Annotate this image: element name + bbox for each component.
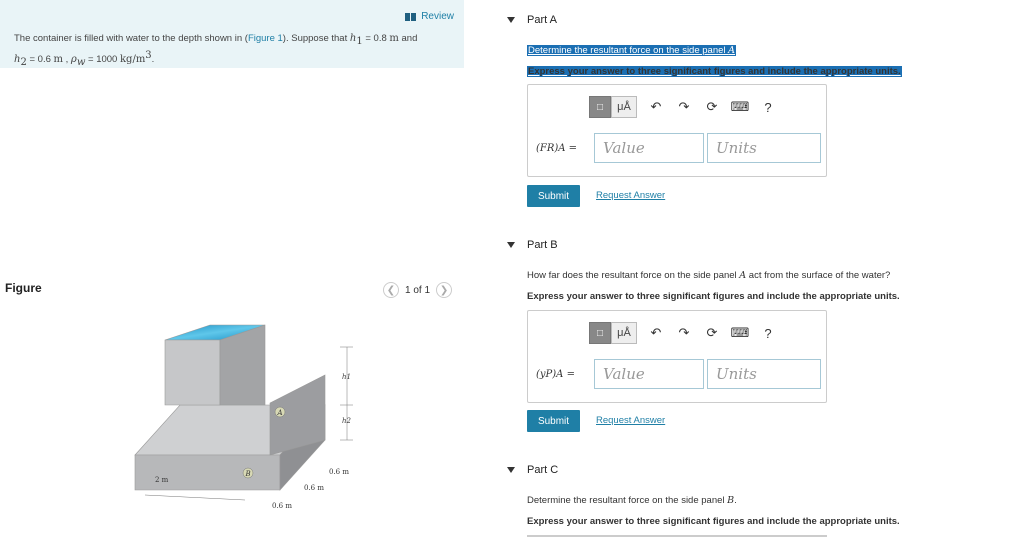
redo-icon[interactable]: ↷ bbox=[678, 325, 690, 340]
problem-text: The container is filled with water to the depth shown in (Figure 1). Suppose that $h_1 = 0.8$ m and $h_2 = 0.6$ m , $\rho_w = 1000$ $kg/m^3$. bbox=[14, 33, 418, 68]
label-2m: 2 m bbox=[155, 476, 169, 484]
part-b-units-input[interactable]: Units bbox=[707, 359, 821, 389]
review-link[interactable] bbox=[405, 11, 454, 22]
reset-icon[interactable]: ⟳ bbox=[706, 99, 718, 114]
label-h1: h1 bbox=[342, 373, 351, 381]
caret-down-icon bbox=[507, 467, 515, 473]
part-b-request-answer[interactable]: Request Answer bbox=[596, 415, 666, 426]
part-b-header[interactable] bbox=[507, 239, 558, 251]
label-h2: h2 bbox=[342, 417, 351, 425]
help-icon[interactable]: ? bbox=[764, 325, 772, 341]
part-b-label: (yP)A = bbox=[536, 368, 575, 380]
reset-icon[interactable]: ⟳ bbox=[706, 325, 718, 340]
undo-icon[interactable]: ↶ bbox=[650, 99, 662, 114]
label-06-mid: 0.6 m bbox=[304, 484, 324, 492]
math-toolbar bbox=[589, 322, 777, 344]
template-icon[interactable]: □ bbox=[589, 322, 611, 344]
problem-statement bbox=[0, 0, 464, 68]
part-a-answer-box bbox=[527, 84, 827, 177]
label-A: A bbox=[277, 409, 283, 417]
part-c-header[interactable] bbox=[507, 464, 558, 476]
part-c-instructions: Express your answer to three significant figures and include the appropriate units. bbox=[527, 516, 900, 527]
container-figure bbox=[125, 315, 365, 515]
part-a-instructions: Express your answer to three significant figures and include the appropriate units. bbox=[528, 66, 901, 77]
keyboard-icon[interactable]: ⌨ bbox=[730, 325, 750, 340]
pager-text: 1 of 1 bbox=[405, 284, 431, 296]
part-b-instructions: Express your answer to three significant figures and include the appropriate units. bbox=[527, 291, 900, 302]
part-c-prompt: Determine the resultant force on the side panel B. bbox=[527, 495, 737, 506]
next-figure-button[interactable]: ❯ bbox=[436, 282, 452, 298]
caret-down-icon bbox=[507, 242, 515, 248]
part-a-title: Part A bbox=[527, 14, 557, 26]
part-c-title: Part C bbox=[527, 464, 559, 476]
part-b-prompt: How far does the resultant force on the side panel A act from the surface of the water? bbox=[527, 270, 891, 281]
review-label: Review bbox=[421, 11, 454, 22]
undo-icon[interactable]: ↶ bbox=[650, 325, 662, 340]
math-toolbar bbox=[589, 96, 777, 118]
figure-link[interactable]: Figure 1 bbox=[247, 33, 283, 44]
part-a-submit-button[interactable]: Submit bbox=[527, 185, 580, 207]
part-b-submit-button[interactable]: Submit bbox=[527, 410, 580, 432]
figure-title: Figure bbox=[5, 281, 42, 295]
prev-figure-button[interactable]: ❮ bbox=[383, 282, 399, 298]
label-06-bottom: 0.6 m bbox=[272, 502, 292, 510]
part-b-title: Part B bbox=[527, 239, 558, 251]
part-b-value-input[interactable]: Value bbox=[594, 359, 704, 389]
keyboard-icon[interactable]: ⌨ bbox=[730, 99, 750, 114]
units-button[interactable]: μÅ bbox=[611, 322, 637, 344]
part-a-units-input[interactable]: Units bbox=[707, 133, 821, 163]
part-b-answer-box bbox=[527, 310, 827, 403]
book-icon bbox=[405, 13, 416, 21]
label-B: B bbox=[245, 470, 251, 478]
template-icon[interactable]: □ bbox=[589, 96, 611, 118]
caret-down-icon bbox=[507, 17, 515, 23]
part-a-header[interactable] bbox=[507, 14, 557, 26]
part-a-request-answer[interactable]: Request Answer bbox=[596, 190, 666, 201]
part-a-value-input[interactable]: Value bbox=[594, 133, 704, 163]
part-a-prompt: Determine the resultant force on the side panel A bbox=[528, 45, 736, 56]
part-a-label: (FR)A = bbox=[536, 142, 578, 154]
redo-icon[interactable]: ↷ bbox=[678, 99, 690, 114]
units-button[interactable]: μÅ bbox=[611, 96, 637, 118]
label-06-right: 0.6 m bbox=[329, 468, 349, 476]
help-icon[interactable]: ? bbox=[764, 99, 772, 115]
figure-pager bbox=[383, 282, 452, 298]
